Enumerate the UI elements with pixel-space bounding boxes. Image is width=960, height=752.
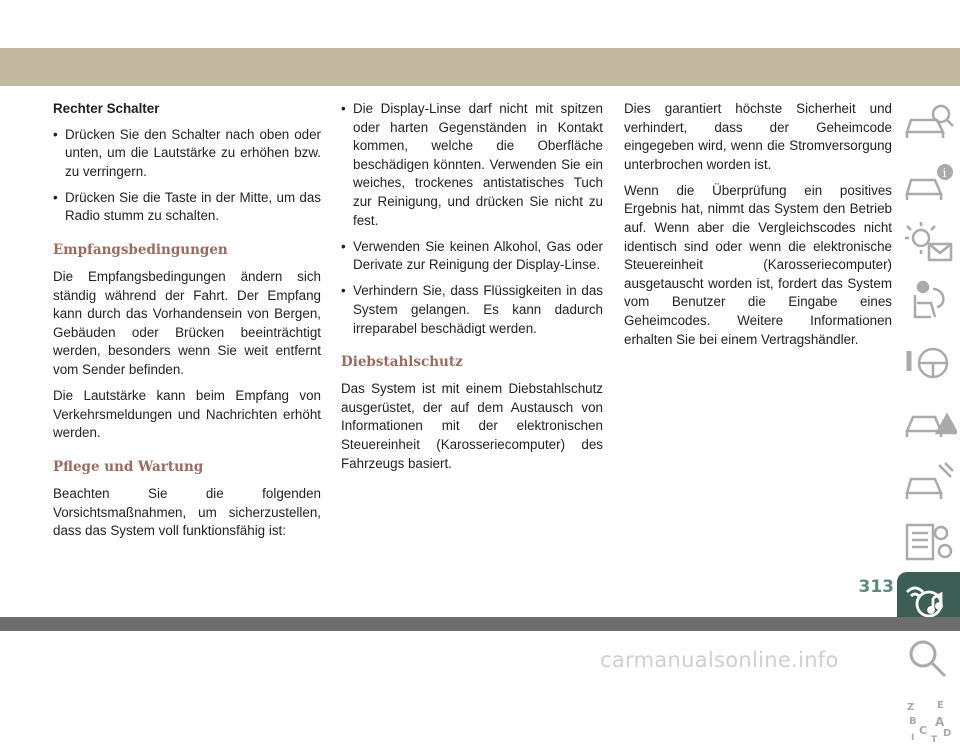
- svg-text:T: T: [930, 734, 937, 744]
- search-icon: [901, 636, 957, 684]
- index-letters-icon: [901, 696, 957, 744]
- car-info-icon: [901, 158, 957, 206]
- tab-steering-wheel[interactable]: [897, 333, 960, 389]
- column-left: [53, 100, 321, 548]
- airbag-seat-icon: [901, 277, 957, 325]
- svg-text:i: i: [942, 165, 946, 180]
- bullet-item: • Drücken Sie den Schalter nach oben oder unten, um die Lautstärke zu erhöhen bzw. zu verringern.: [53, 126, 321, 179]
- bullet-item: • Verhindern Sie, dass Flüssigkeiten in das System gelangen. Es kann dadurch irreparabel beschädigt werden.: [341, 283, 603, 336]
- svg-text:B: B: [908, 715, 917, 727]
- page-number: 313: [858, 577, 894, 597]
- bullet-item: • Die Display-Linse darf nicht mit spitzen oder harten Gegenständen in Kontakt kommen, welche die Oberfläche beschädigen könnten. Verwenden Sie ein weiches, trockenes antistatisches Tuch zur Reinigung, und drücken Sie nicht zu fest.: [341, 101, 603, 228]
- tab-car-search[interactable]: [897, 94, 960, 150]
- paragraph: Wenn die Überprüfung ein positives Ergebnis hat, nimmt das System den Betrieb auf. Wenn aber die Vergleichscodes nicht identisch sind oder wenn die elektronische Steuereinheit (Karosseriecomputer) ausgetauscht worden ist, fordert das System vom Benutzer die Eingabe eines Geheimcodes. Weitere Informationen erhalten Sie bei einem Vertragshändler.: [624, 182, 892, 347]
- chapter-tabs: [897, 94, 960, 752]
- steering-wheel-icon: [901, 337, 957, 385]
- tab-car-service[interactable]: [897, 453, 960, 509]
- section-heading-care: Pflege und Wartung: [53, 458, 204, 475]
- tab-car-info[interactable]: [897, 154, 960, 210]
- section-heading-antitheft: Diebstahlschutz: [341, 354, 463, 371]
- warning-lights-icon: [901, 218, 957, 266]
- column-middle: [341, 100, 603, 481]
- car-hazard-icon: [901, 397, 957, 445]
- tab-search[interactable]: [897, 632, 960, 688]
- paragraph: Dies garantiert höchste Sicherheit und verhindert, dass der Geheimcode eingegeben wird, wenn die Stromversorgung unterbrochen worden ist.: [624, 101, 892, 172]
- subheading-right-switch: Rechter Schalter: [53, 101, 160, 116]
- tab-index[interactable]: [897, 692, 960, 748]
- paragraph: Die Empfangsbedingungen ändern sich ständig während der Fahrt. Der Empfang kann durch das Vorhandensein von Bergen, Gebäuden oder Brücken beeinträchtigt werden, besonders wenn Sie weit entfernt vom Sender befinden.: [53, 269, 321, 378]
- car-service-icon: [901, 457, 957, 505]
- watermark: carmanualsonline.info: [600, 648, 839, 672]
- specs-gears-icon: [901, 517, 957, 565]
- paragraph: Das System ist mit einem Diebstahlschutz ausgerüstet, der auf dem Austausch von Informationen mit der elektronischen Steuereinheit (Karosseriecomputer) des Fahrzeugs basiert.: [341, 381, 603, 471]
- paragraph: Beachten Sie die folgenden Vorsichtsmaßnahmen, um sicherzustellen, dass das System voll funktionsfähig ist:: [53, 485, 321, 539]
- bullet-item: • Verwenden Sie keinen Alkohol, Gas oder Derivate zur Reinigung der Display-Linse.: [341, 238, 603, 273]
- svg-text:I: I: [910, 732, 914, 743]
- column-right: [624, 100, 892, 357]
- paragraph: Die Lautstärke kann beim Empfang von Verkehrsmeldungen und Nachrichten erhöht werden.: [53, 388, 321, 441]
- bullet-item: • Drücken Sie die Taste in der Mitte, um das Radio stumm zu schalten.: [53, 189, 321, 224]
- tab-car-hazard[interactable]: [897, 393, 960, 449]
- svg-text:D: D: [942, 727, 951, 739]
- header-band: [0, 48, 960, 86]
- section-heading-reception: Empfangsbedingungen: [53, 242, 228, 259]
- tab-warning-lights[interactable]: [897, 214, 960, 270]
- svg-text:C: C: [918, 723, 927, 737]
- tab-specs-gears[interactable]: [897, 513, 960, 569]
- svg-text:Z: Z: [906, 701, 914, 713]
- tab-airbag-seat[interactable]: [897, 273, 960, 329]
- car-search-icon: [901, 98, 957, 146]
- footer-band: [0, 617, 960, 631]
- svg-text:E: E: [936, 699, 944, 711]
- svg-text:A: A: [934, 714, 944, 729]
